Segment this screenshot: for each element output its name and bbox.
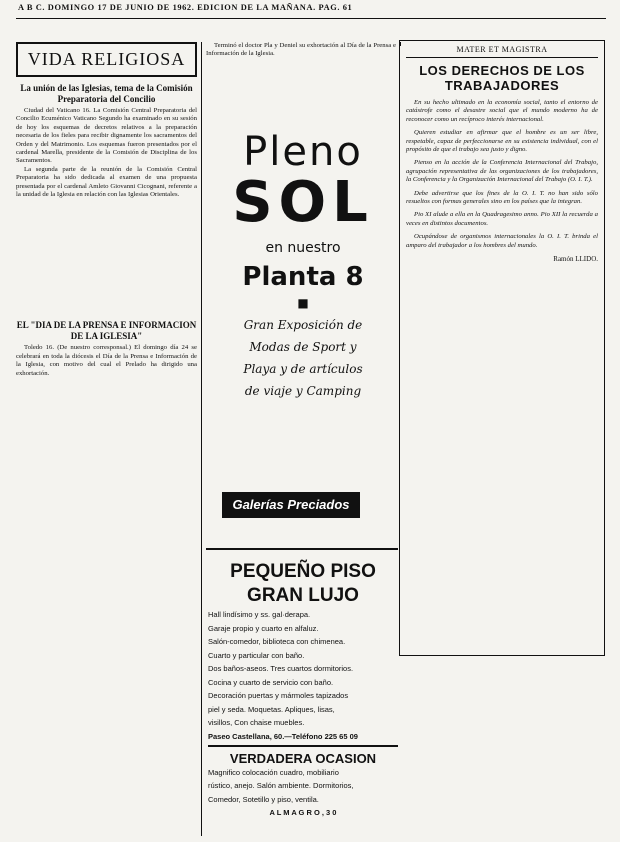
ad-line-1: Gran Exposición de [243,318,363,332]
article-body-1: Ciudad del Vaticano 16. La Comisión Central Preparatoria del Concilio Ecuménico Vaticano Segundo ha examinado en su sesión de hoy los esquemas de decretos relativos a la preparación necesaria de los fieles para recibir dignamente los sacramentos del Orden y del Matrimonio. Los esquemas fueron presentados por el cardenal Marella, presidente de la Comisión de Disciplina de los Sacramentos. [16,107,197,165]
section-heading: VIDA RELIGIOSA [16,42,197,77]
ad-line-4: de viaje y Camping [244,384,362,398]
article-headline: La unión de las Iglesias, tema de la Comisión Preparatoria del Concilio [20,83,193,104]
ad-line-3: Playa y de artículos [243,362,363,376]
ad-pleno: Pleno [243,129,363,175]
editorial-p6: Ocupándose de organismos internacionales la O. I. T. brinda el amparo del trabajador a los hombres del mundo. [406,233,598,249]
article-subheadline: EL "DIA DE LA PRENSA E INFORMACION DE LA IGLESIA" [16,320,197,341]
ad-en-nuestro: en nuestro [265,240,341,256]
column-1 [16,42,197,378]
editorial-p4: Debe advertirse que los fines de la O. I. T. no han sido sólo resueltos con formas generales sino en los países que la integran. [406,189,598,206]
galerias-ad [208,130,398,402]
piso-line: visillos, Con chaise muebles. [208,718,305,727]
ocasion-address: A L M A G R O , 3 0 [269,808,337,817]
column-3 [399,40,605,656]
piso-line: Hall lindísimo y ss. gal·derapa. [208,610,311,619]
piso-title-1: PEQUEÑO PISO [230,561,376,582]
article-body-3: Toledo 16. (De nuestro corresponsal.) El domingo día 24 se celebrará en toda la diócesis el Día de la Prensa e Información de la Iglesia, con motivo del cual el Prelado ha dirigido una exhortación. [16,344,197,377]
ad-bullet: ■ [297,296,309,310]
editorial-title: LOS DERECHOS DE LOS TRABAJADORES [419,63,585,93]
piso-ad [208,560,398,820]
piso-address: Paseo Castellana, 60.—Teléfono 225 65 09 [208,731,358,741]
piso-line: Decoración puertas y mármoles tapizados [208,691,349,700]
editorial-box [399,40,605,656]
ocasion-line: Magnifico colocación cuadro, mobiliario [208,767,339,777]
column-divider-1 [201,42,202,836]
page-header: A B C. DOMINGO 17 DE JUNIO DE 1962. EDICION DE LA MAÑANA. PAG. 61 [18,3,353,12]
ocasion-line: rústico, anejo. Salón ambiente. Dormitorios, [208,781,354,790]
column-2-top-text: Terminó el doctor Pla y Deniel su exhortación al Día de la Prensa e Información de la Iglesia. [206,42,396,58]
piso-title-2: GRAN LUJO [247,585,359,606]
piso-line: Dos baños-aseos. Tres cuartos dormitorios. [208,664,354,673]
galerias-logo: Galerías Preciados [222,492,360,518]
ad-planta: Planta 8 [242,262,364,292]
piso-line: Garaje propio y cuarto en alfaluz. [208,623,319,633]
ad-sol: SOL [232,170,374,235]
editorial-footer: Ramón LLIDO. [553,255,598,264]
ad-line-2: Modas de Sport y [249,340,357,354]
piso-line: piel y seda. Moquetas. Apliques, lisas, [208,704,335,714]
editorial-p5: Pio XI alude a ella en la Quadragesimo anno. Pio XII la recuerda a veces en distintos documentos. [406,211,598,227]
piso-line: Cuarto y particular con baño. [208,650,305,660]
editorial-p2: Quieren estudiar en afirmar que el hombre es un ser libre, respetable, capaz de perfeccionarse en su existencia individual, con el propósito de que el trabajo sea justo y digno. [406,129,598,154]
editorial-p3: Pienso en la acción de la Conferencia Internacional del Trabajo, agrupación representativa de las organizaciones de los trabajadores, la Conferencia y la Organización Internacional del Trabajo (O. I. T.). [406,159,598,184]
article-body-2: La segunda parte de la reunión de la Comisión Central Preparatoria ha sido dedicada al examen de una propuesta presentada por el cardenal Amleto Giovanni Cicognani, referente a la unidad de la Iglesia en relación con las Iglesias Orientales. [16,165,197,199]
ad-divider [206,548,398,550]
editorial-kicker: MATER ET MAGISTRA [406,45,598,58]
article-body-filler [16,199,197,317]
piso-rule [208,745,398,747]
piso-line: Cocina y cuarto de servicio con baño. [208,677,334,687]
header-rule [16,18,606,19]
editorial-p1: En su hecho ultimado en la economía social, tanto el entorno de catástrofe como el desastre social que el mundo moderno ha de reconocer como un recíproco interés internacional. [406,99,598,123]
ocasion-line: Comedor, Sotetillo y piso, ventila. [208,794,319,804]
piso-line: Salón-comedor, biblioteca con chimenea. [208,637,346,646]
ocasion-title: VERDADERA OCASION [229,750,377,766]
column-2 [206,42,396,59]
